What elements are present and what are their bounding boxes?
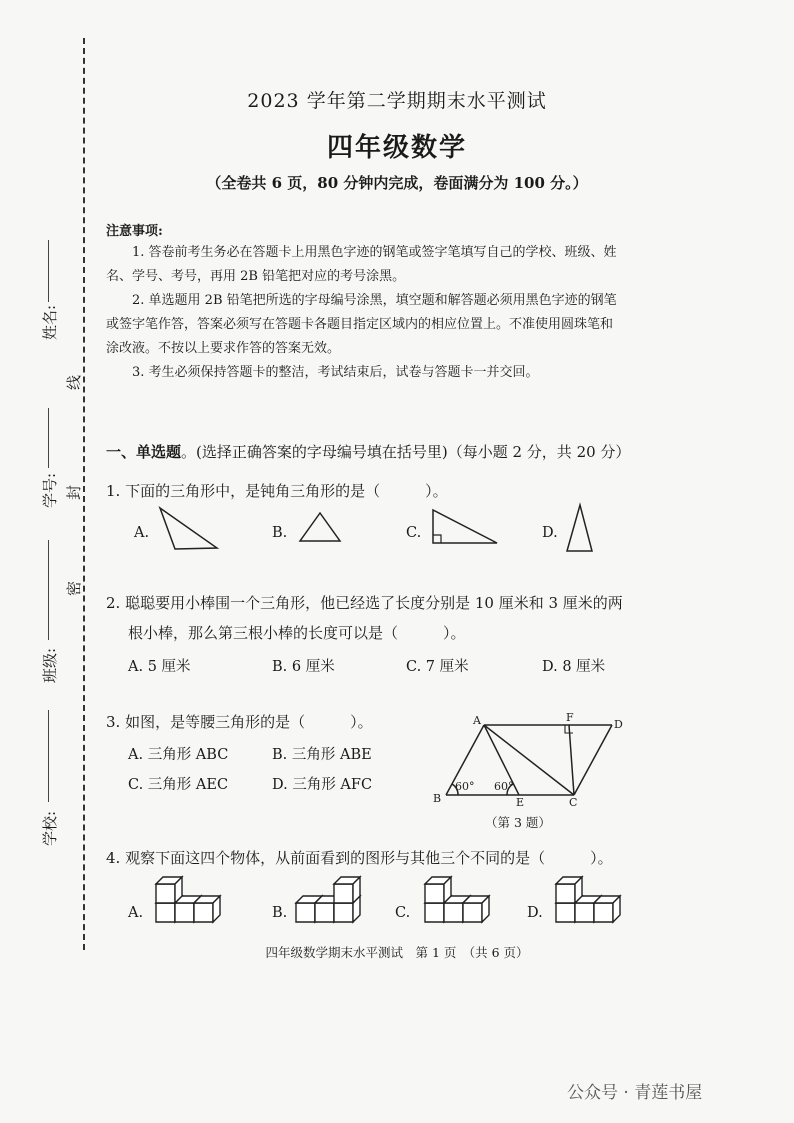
cube-block: [425, 896, 451, 922]
name-fill-line: [48, 240, 49, 302]
term-title: 2023 学年第二学期期末水平测试: [247, 90, 547, 112]
page-footer: 四年级数学期末水平测试 第 1 页 （共 6 页）: [265, 945, 529, 960]
cube-block: [575, 896, 601, 922]
seal-label: 封: [65, 484, 84, 501]
q3-option-c: C. 三角形 AEC: [128, 777, 229, 793]
q1-option-c: C.: [406, 525, 422, 541]
notes-heading: 注意事项:: [106, 224, 163, 239]
secret-label: 密: [65, 580, 84, 597]
q3-option-d: D. 三角形 AFC: [272, 777, 373, 793]
point-a-label: A: [473, 714, 481, 727]
cube-block: [556, 896, 582, 922]
cube-block: [425, 877, 451, 903]
triangle-d-figure: [567, 505, 592, 551]
q4-option-b: B.: [272, 905, 288, 921]
q4-option-c: C.: [395, 905, 411, 921]
cube-block: [156, 877, 182, 903]
section-heading: [106, 441, 630, 462]
figure-caption: （第 3 题）: [485, 815, 551, 830]
question-2-text: 2. 聪聪要用小棒围一个三角形，他已经选了长度分别是 10 厘米和 3 厘米的两: [106, 594, 623, 612]
cube-block: [194, 896, 220, 922]
q1-option-a: A.: [134, 525, 150, 541]
q1-option-b: B.: [272, 525, 288, 541]
exam-info: （全卷共 6 页，80 分钟内完成，卷面满分为 100 分。）: [206, 174, 588, 192]
school-label: 学校:: [41, 810, 60, 847]
q2-option-b: B. 6 厘米: [272, 659, 335, 675]
q2-option-a: A. 5 厘米: [128, 659, 191, 675]
q2-option-c: C. 7 厘米: [406, 659, 469, 675]
point-c-label: C: [569, 796, 578, 809]
q4-option-a: A.: [128, 905, 144, 921]
cube-block: [594, 896, 620, 922]
point-e-label: E: [516, 796, 525, 809]
question-1-text: 1. 下面的三角形中，是钝角三角形的是（ ）。: [106, 482, 448, 500]
point-d-label: D: [614, 718, 623, 731]
point-f-label: F: [566, 711, 574, 724]
triangle-c-figure: [433, 510, 497, 543]
point-b-label: B: [433, 792, 442, 805]
note-line: 名、学号、考号，再用 2B 铅笔把对应的考号涂黑。: [106, 269, 406, 284]
question-4-text: 4. 观察下面这四个物体，从前面看到的图形与其他三个不同的是（ ）。: [106, 849, 613, 867]
q2-option-d: D. 8 厘米: [542, 659, 606, 675]
subject-title: 四年级数学: [326, 133, 467, 163]
cube-block: [315, 896, 341, 922]
watermark-text: 公众号 · 青莲书屋: [567, 1083, 703, 1103]
angle-e-label: 60°: [494, 780, 514, 793]
cube-block: [444, 896, 470, 922]
cube-block: [296, 896, 322, 922]
q3-option-a: A. 三角形 ABC: [128, 747, 229, 763]
cube-block: [334, 896, 360, 922]
note-line: 1. 答卷前考生务必在答题卡上用黑色字迹的钢笔或签字笔填写自己的学校、班级、姓: [132, 245, 617, 260]
note-line: 2. 单选题用 2B 铅笔把所选的字母编号涂黑，填空题和解答题必须用黑色字迹的钢笔: [132, 293, 617, 308]
line-label: 线: [65, 374, 84, 391]
question-2-text-cont: 根小棒，那么第三根小棒的长度可以是（ ）。: [128, 624, 466, 642]
q1-option-d: D.: [542, 525, 558, 541]
question-3-text: 3. 如图，是等腰三角形的是（ ）。: [106, 713, 373, 731]
number-label: 学号:: [41, 472, 60, 509]
cube-block: [175, 896, 201, 922]
number-fill-line: [48, 408, 49, 468]
angle-b-label: 60°: [455, 780, 475, 793]
right-angle-mark: [433, 535, 441, 543]
section-instruction: 。(选择正确答案的字母编号填在括号里)（每小题 2 分，共 20 分）: [181, 443, 631, 461]
cube-block: [334, 877, 360, 903]
note-line: 涂改液。不按以上要求作答的答案无效。: [106, 341, 341, 356]
section-title: 一、单选题: [106, 443, 182, 461]
triangle-a-figure: [160, 508, 217, 549]
cube-block: [156, 896, 182, 922]
class-label: 班级:: [41, 647, 60, 684]
cube-block: [463, 896, 489, 922]
class-fill-line: [48, 540, 49, 640]
cube-block: [556, 877, 582, 903]
note-line: 或签字笔作答，答案必须写在答题卡各题目指定区域内的相应位置上。不准使用圆珠笔和: [106, 317, 614, 332]
name-label: 姓名:: [41, 304, 60, 341]
school-fill-line: [48, 710, 49, 802]
note-line: 3. 考生必须保持答题卡的整洁，考试结束后，试卷与答题卡一并交回。: [132, 365, 539, 380]
triangle-b-figure: [300, 513, 340, 541]
q3-option-b: B. 三角形 ABE: [272, 747, 372, 763]
q4-option-d: D.: [527, 905, 543, 921]
